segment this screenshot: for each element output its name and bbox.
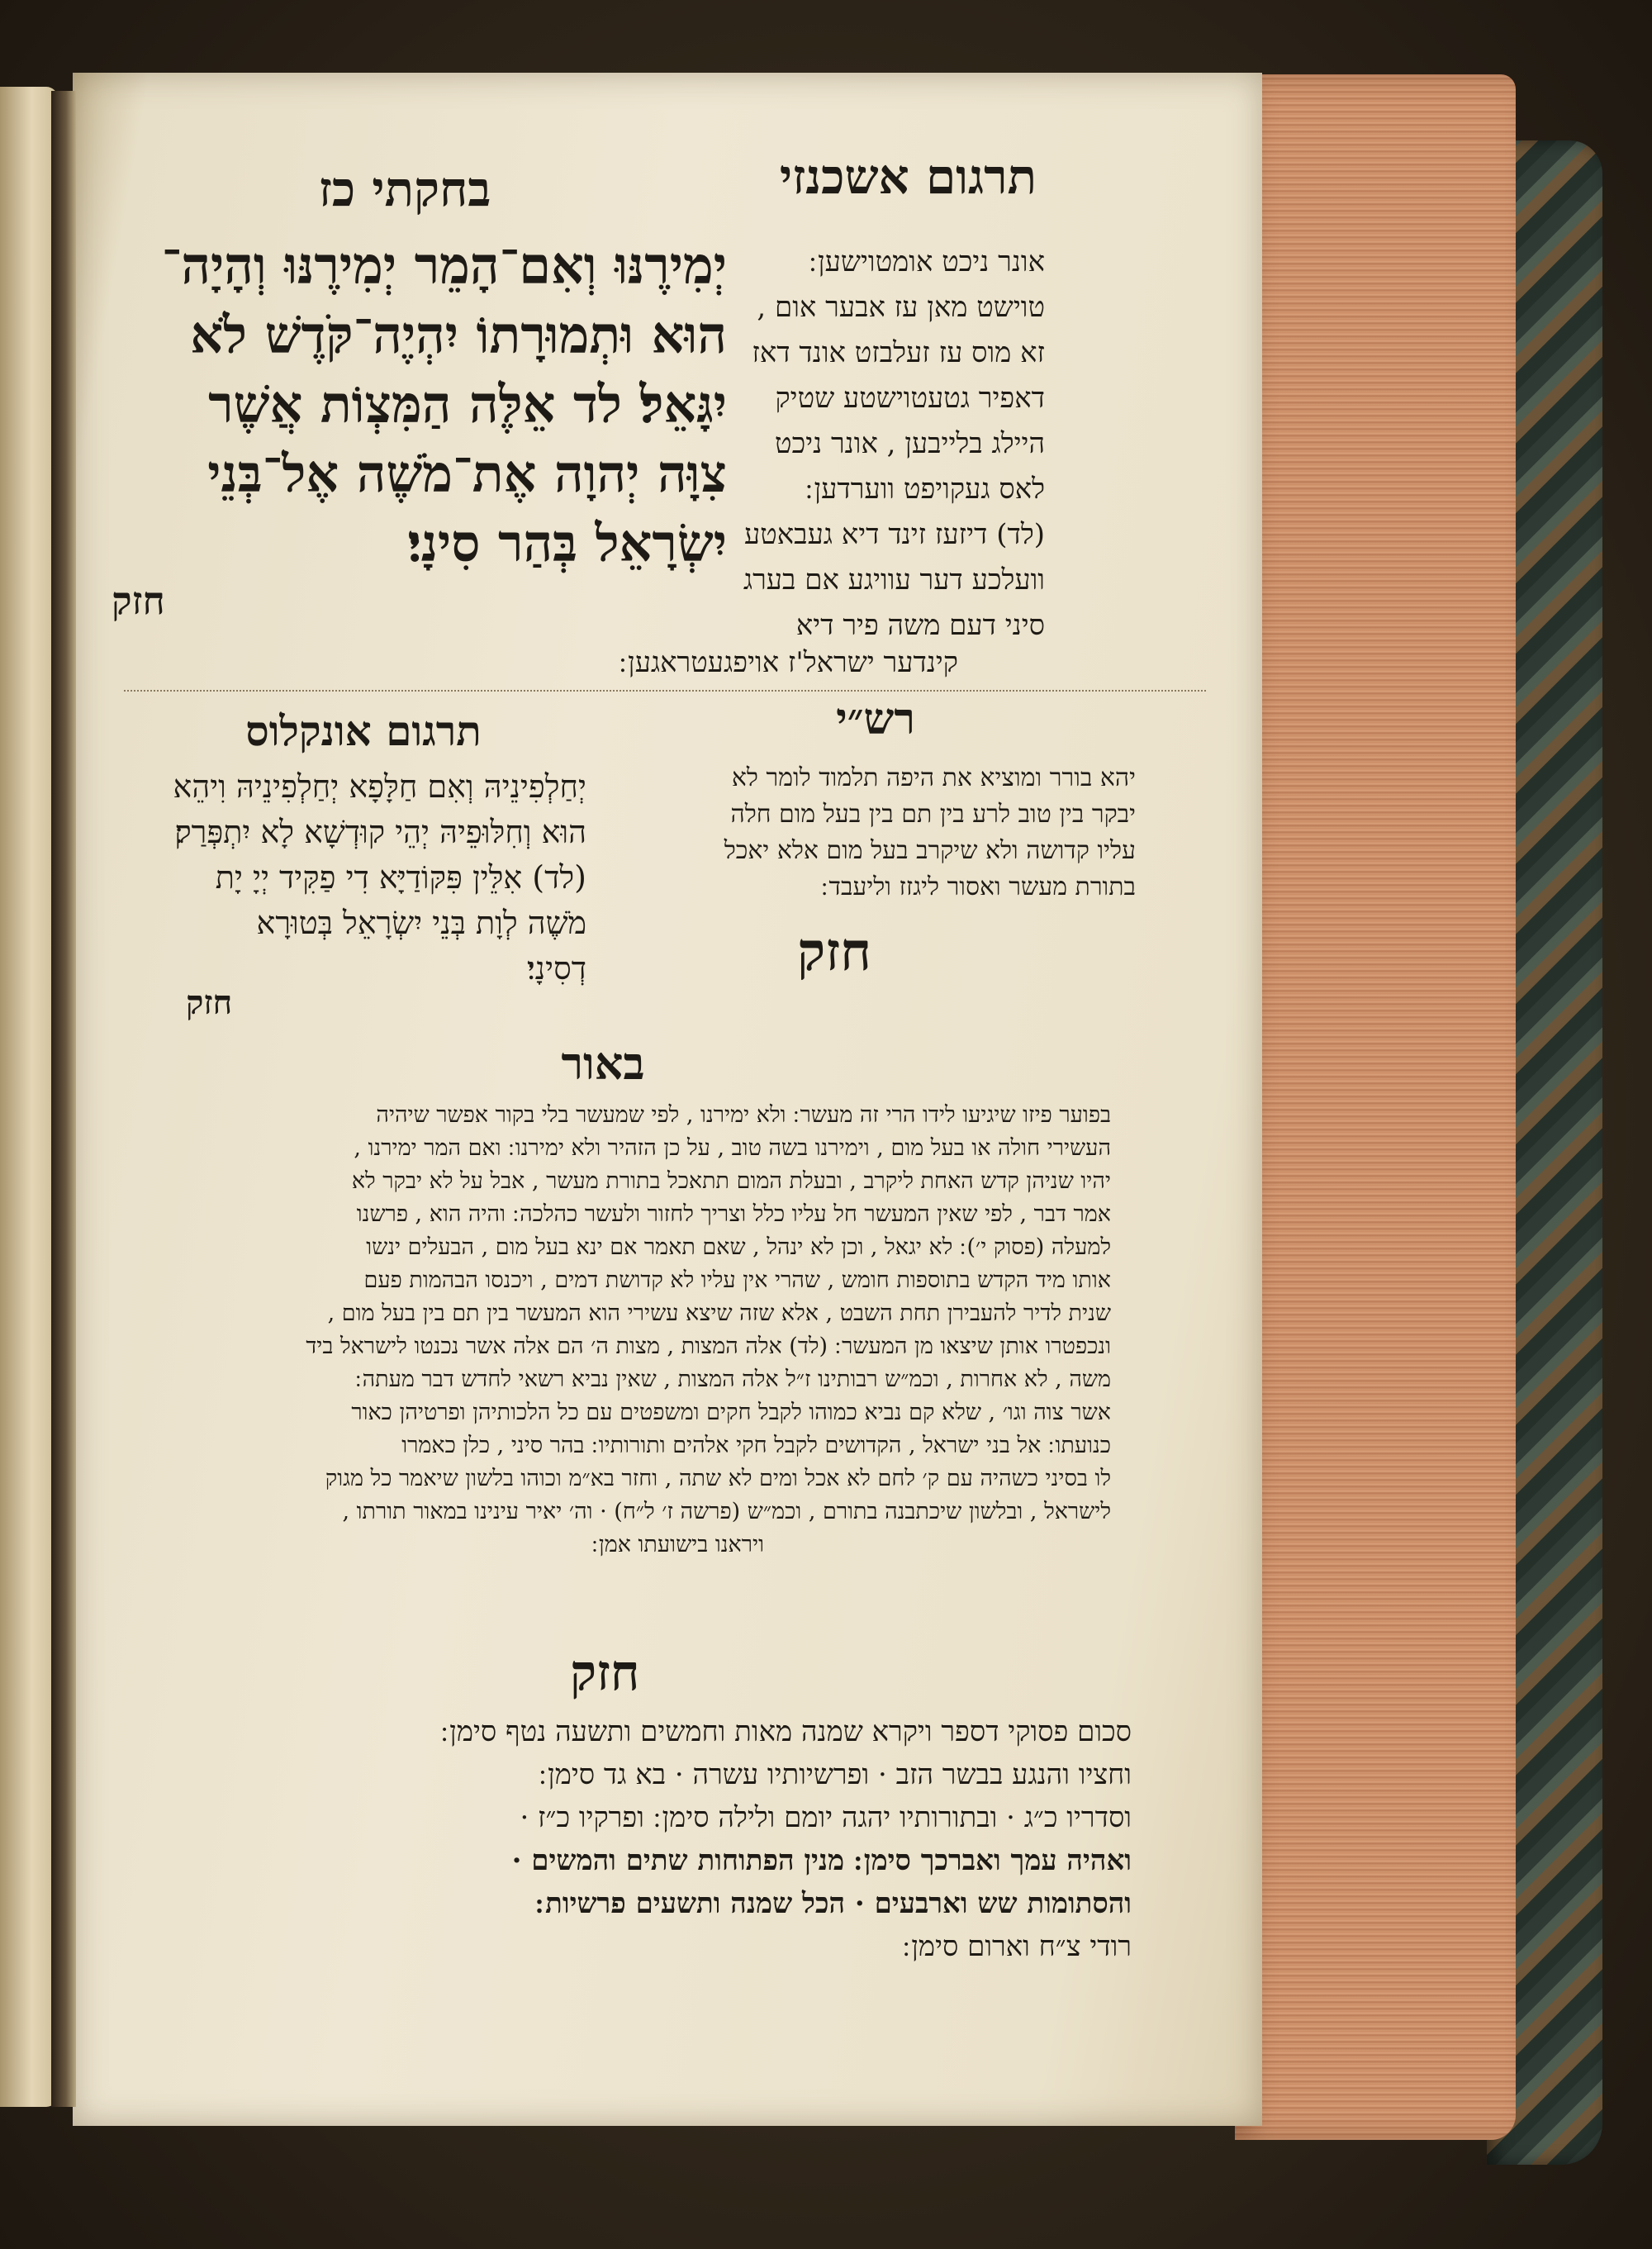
rashi-text	[599, 760, 1136, 906]
summary-line: רודי צ״ח וארום סימן ׃	[902, 1930, 1132, 1963]
yiddish-line: זא מוס עז זעלבזט אונד דאז	[752, 336, 1045, 369]
header-right-title: תרגום אשכנזי	[779, 149, 1037, 205]
rashi-line: יהא בורר ומוציא את היפה תלמוד לומר לא	[731, 763, 1136, 792]
rashi-line: יבקר בין טוב לרע בין תם בין בעל מום חלה	[730, 800, 1136, 829]
yiddish-line: טוישט מאן עז אבער אום ,	[757, 291, 1045, 324]
verse-line: צִוָּה יְהוָה אֶת־מֹשֶׁה אֶל־בְּנֵי	[207, 444, 727, 504]
beur-line: שנית לדיר להעבירן תחת השבט , אלא שזה שיצא עשירי הוא המעשר בין תם בין בעל מום ,	[327, 1300, 1111, 1326]
beur-line: ונכפטרו אותן שיצאו מן המעשר ׃ (לד) אלה המצות , מצות ה׳ הם אלה אשר נכנטו לישראל ביד	[306, 1334, 1111, 1359]
beur-line: לישראל , ובלשון שיכתבנה בתורם , וכמ״ש (פרשה ז׳ ל״ח) · וה׳ יאיר עינינו במאור תורתו ,	[342, 1499, 1111, 1524]
summary-line: וסדריו כ״ג · ובתורותיו יהגה יומם ולילה סימן ׃ ופרקיו כ״ז ·	[520, 1801, 1132, 1834]
rashi-line: בתורת מעשר ואסור ליגזז וליעבד ׃	[820, 872, 1136, 901]
book-summary	[165, 1710, 1132, 1968]
beur-line: כנועתו ׃ אל בני ישראל , הקדושים לקבל חקי אלהים ותורותיו ׃ בהר סיני , כלן כאמרו	[401, 1433, 1111, 1458]
yiddish-line: לאס געקויפט ווערדען ׃	[805, 473, 1045, 506]
beur-line: אשר צוה וגו׳ , שלא קם נביא כמוהו לקבל חקים ומשפטים עם כל הלכותיהן ופרטיהן כאור	[351, 1400, 1111, 1425]
book-gutter	[51, 91, 76, 2107]
left-page-edge	[0, 87, 58, 2107]
verse-line: יְמִירֶנּוּ וְאִם־הָמֵר יְמִירֶנּוּ וְהָיָה־	[161, 235, 727, 296]
page-edges	[1235, 74, 1516, 2140]
onkelos-line: יְחַלְפִינֵיהּ וְאִם חַלָּפָא יְחַלְפִינֵיהּ וִיהֵא	[173, 768, 586, 805]
beur-line: אמר דבר , לפי שאין המעשר חל עליו כלל וצריך לחזור ולעשר כהלכה ׃ והיה הוא , פרשנו	[356, 1201, 1111, 1227]
onkelos-text	[91, 764, 586, 991]
summary-line: וחציו והנגע בבשר הזב · ופרשיותיו עשרה · בא גד סימן ׃	[539, 1758, 1132, 1791]
onkelos-line: דְסִינָי׃	[526, 950, 586, 987]
beur-line: למעלה (פסוק י׳) ׃ לא יגאל , וכן לא ינהל , שאם תאמר אם ינא בעל מום , הבעלים ינשו	[366, 1234, 1111, 1260]
verse-hazak: חזק	[112, 578, 165, 623]
beur-line: בפוער פיזו שיגיעו לידו הרי זה מעשר ׃ ולא ימירנו , לפי שמעשר בלי בקור אפשר שיהיה	[376, 1102, 1111, 1128]
beur-text	[95, 1099, 1111, 1562]
header-left-title: בחקתי כז	[318, 161, 491, 217]
yiddish-line: סיני דעם משה פיר דיא	[795, 609, 1045, 642]
rashi-hazak: חזק	[797, 921, 871, 983]
onkelos-title: תרגום אונקלוס	[245, 706, 482, 755]
beur-line: אותו מיד הקדש בתוספות חומש , שהרי אין עליו לא קדושת דמים , ויכנסו הבהמות פעם	[363, 1267, 1111, 1293]
beur-line: העשירי חולה או בעל מום , וימירנו בשה טוב , על כן הזהיר ולא ימירנו ׃ ואם המר ימירנו ,	[354, 1135, 1111, 1161]
beur-line: ויראנו בישועתו אמן ׃	[591, 1532, 764, 1557]
beur-line: לו בסיני כשהיה עם ק׳ לחם לא אכל ומים לא שתה , וחזר בא״מ וכוהו בלשון שיאמר כל מגוק	[325, 1466, 1111, 1491]
yiddish-translation	[739, 240, 1045, 649]
summary-line: והסתומות שש וארבעים · הכל שמנה ותשעים פרשיות ׃	[535, 1887, 1132, 1920]
verse-line: הוּא וּתְמוּרָתוֹ יִהְיֶה־קֹּדֶשׁ לֹא	[190, 305, 727, 365]
beur-line: משה , לא אחרות , וכמ״ש רבותינו ז״ל אלה המצות , שאין נביא רשאי לחדש דבר מעתה ׃	[355, 1367, 1111, 1392]
onkelos-line: מֹשֶׁה לְוָת בְּנֵי יִשְׂרָאֵל בְּטוּרָא	[256, 905, 586, 941]
beur-line: יהיו שניהן קדש האחת ליקרב , ובעלת המום תתאכל בתורת מעשר , אבל על לא יבקר לא	[351, 1168, 1111, 1194]
onkelos-hazak: חזק	[186, 983, 233, 1022]
yiddish-tail-line: קינדער ישראל'ז אויפגעטראגען ׃	[619, 646, 958, 679]
verse-line: יִשְׂרָאֵל בְּהַר סִינָי׃	[407, 513, 727, 573]
yiddish-line: וועלכע דער עוויגע אם בערג	[743, 563, 1045, 597]
onkelos-line: הוּא וְחִלּוּפֵיהּ יְהֵי קוּדְשָׁא לָא יִתְפְּרַק׃	[174, 814, 586, 850]
verse-line: יִגָּאֵל׃ לד אֵלֶּה הַמִּצְוֹת אֲשֶׁר	[208, 374, 727, 435]
rashi-line: עליו קדושה ולא שיקרב בעל מום אלא יאכל	[724, 836, 1136, 865]
beur-title: באור	[561, 1037, 645, 1090]
yiddish-line: (לד) דיזעז זינד דיא געבאטע	[744, 518, 1045, 551]
beur-hazak: חזק	[570, 1644, 640, 1702]
verse-block	[99, 231, 727, 578]
yiddish-line: אונר ניכט אומטוישען ׃	[809, 245, 1045, 278]
yiddish-line: היילג בלייבען , אונר ניכט	[775, 427, 1045, 460]
summary-line: סכום פסוקי דספר ויקרא שמנה מאות וחמשים ותשעה נטף סימן ׃	[440, 1715, 1132, 1748]
summary-line: ואהיה עמך ואברכך סימן ׃ מנין הפתוחות שתים והמשים ·	[511, 1844, 1132, 1877]
rashi-title: רש״י	[836, 694, 915, 744]
onkelos-line: (לד) אִלֵּין פִּקּוֹדַיָּא דִי פַקִּיד יְיָ יָת	[215, 859, 586, 896]
divider	[124, 690, 1206, 692]
yiddish-line: דאפיר גטעטוישטע שטיק	[775, 382, 1045, 415]
